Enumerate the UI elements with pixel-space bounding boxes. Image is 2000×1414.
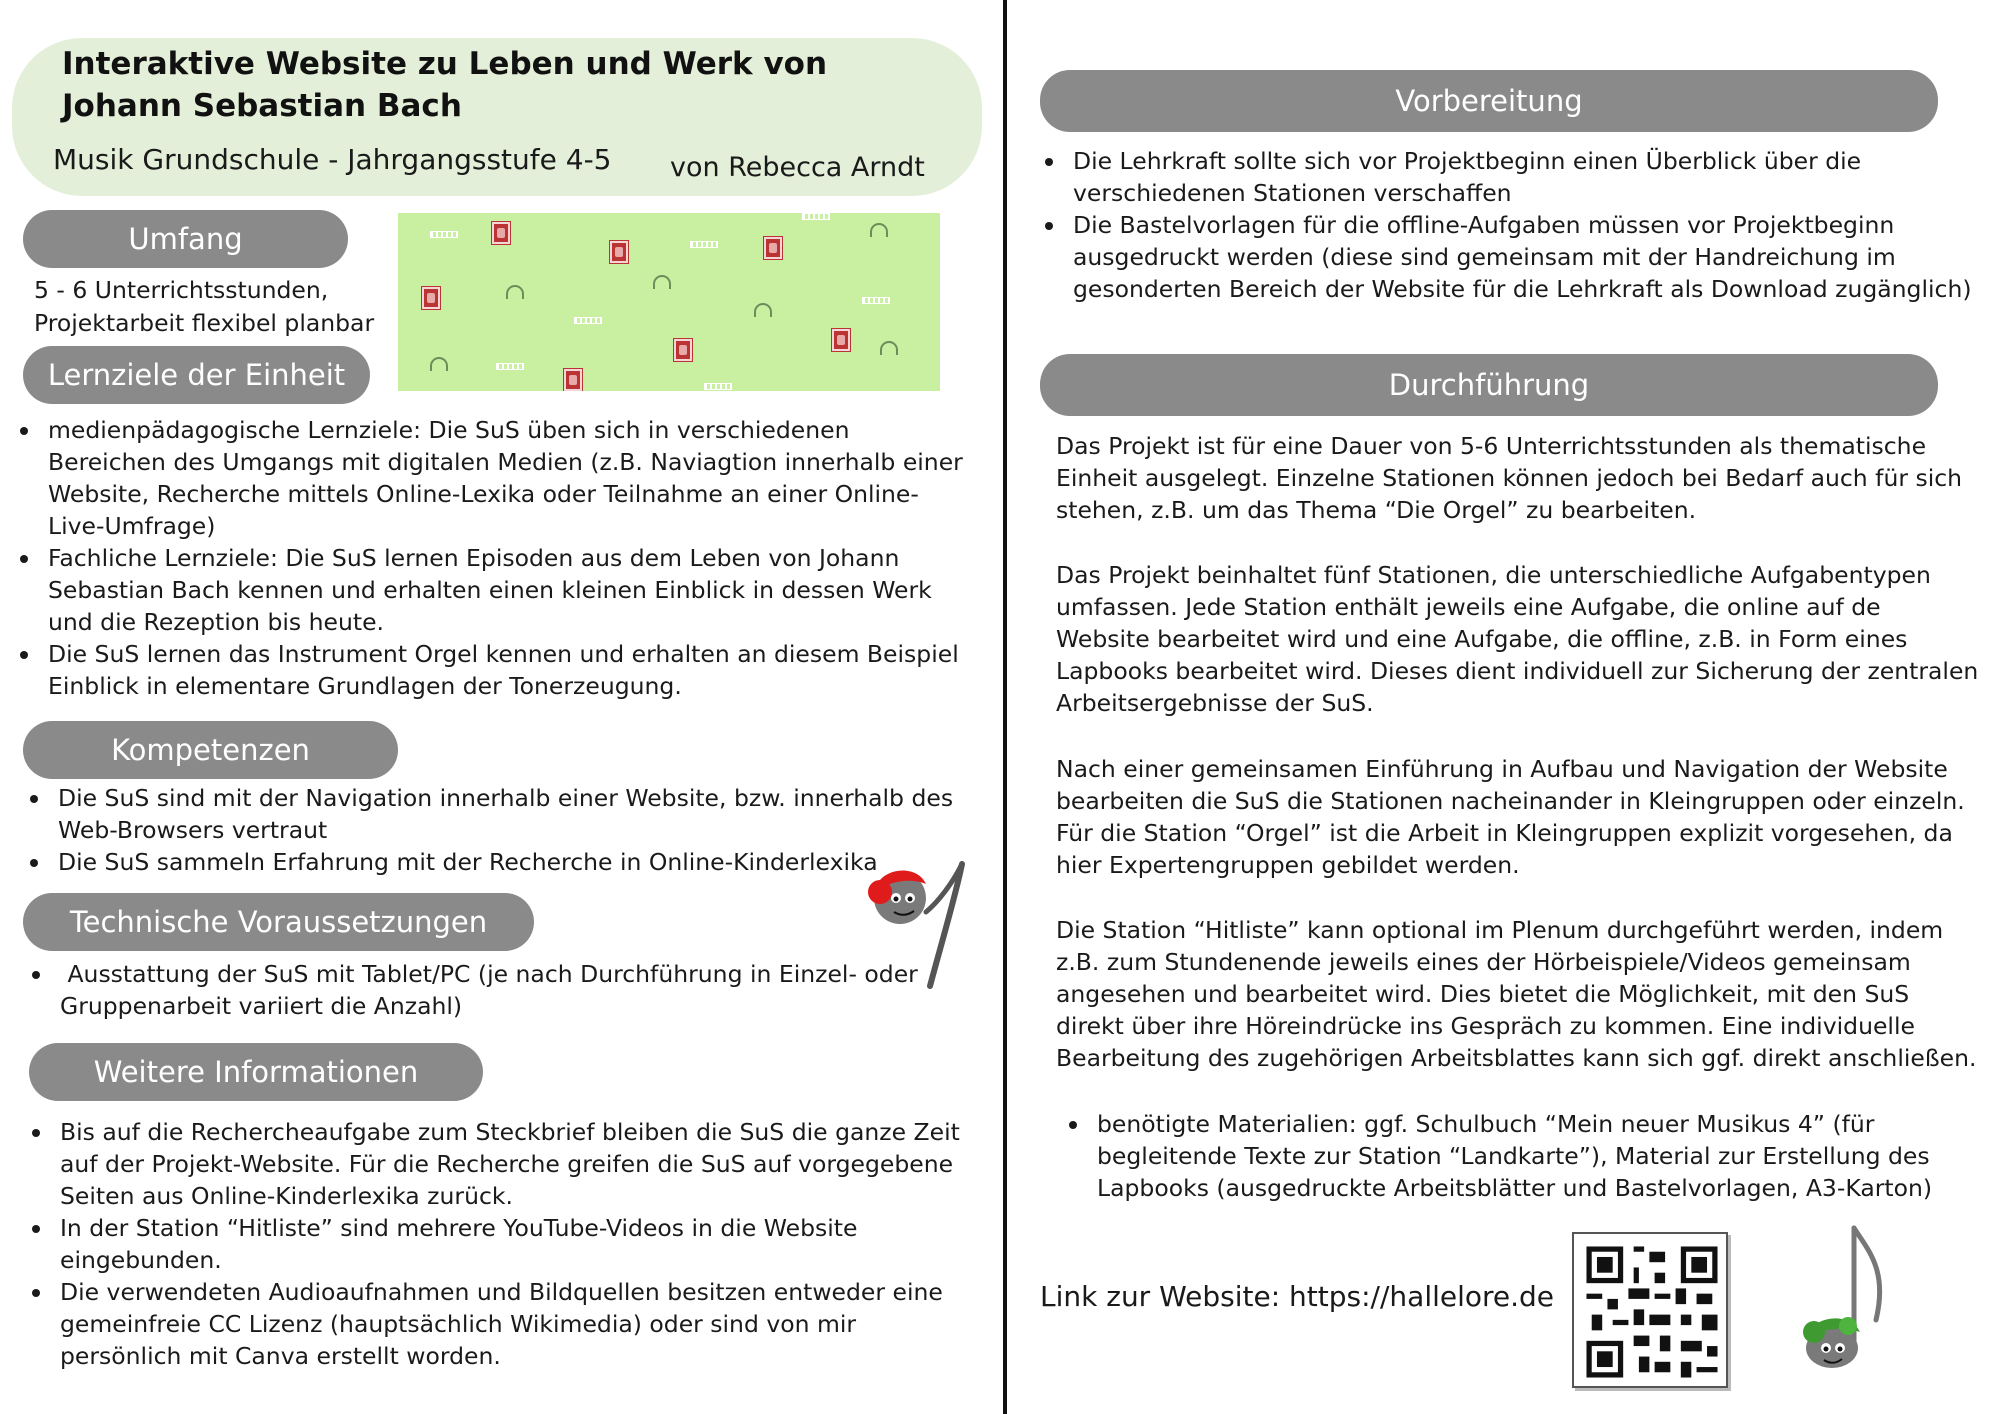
page-title-line1: Interaktive Website zu Leben und Werk von	[62, 46, 828, 82]
headphones-icon	[506, 285, 524, 299]
list-item: benötigte Materialien: ggf. Schulbuch “Mein neuer Musikus 4” (für begleitende Texte zur Station “Landkarte”), Material zur Erstellung des Lapbooks (ausgedruckte Arbeitsblätter und Bastelvorlagen, A3-Karton)	[1097, 1110, 1933, 1202]
list-item: Ausstattung der SuS mit Tablet/PC (je nach Durchführung in Einzel- oder Gruppenarbeit variiert die Anzahl)	[60, 960, 918, 1020]
list-item: medienpädagogische Lernziele: Die SuS üben sich in verschiedenen Bereichen des Umgangs mit digitalen Medien (z.B. Naviagtion innerhalb einer Website, Recherche mittels Online-Lexika oder Teilnahme an einer Online- Live-Umfrage)	[48, 416, 963, 540]
list-item: In der Station “Hitliste” sind mehrere YouTube-Videos in die Website eingebunden.	[60, 1212, 960, 1276]
durchfuehrung-paragraph-4: Die Station “Hitliste” kann optional im Plenum durchgeführt werden, indem z.B. zum Stundenende jeweils eines der Hörbeispiele/Videos gemeinsam angesehen und bearbeitet wird. Dies bietet die Möglichkeit, mit den SuS direkt über ihre Höreindrücke ins Gespräch zu kommen. Eine individuelle Bearbeitung des zugehörigen Arbeitsblattes kann sich ggf. direkt anschließen.	[1056, 916, 1977, 1072]
materials-list	[1097, 1108, 1932, 1204]
website-link[interactable]: Link zur Website: https://hallelore.de	[1040, 1280, 1555, 1313]
umfang-line1: 5 - 6 Unterrichtsstunden,	[34, 276, 329, 304]
qr-code[interactable]	[1572, 1232, 1728, 1388]
technik-list	[60, 958, 918, 1022]
umfang-line2: Projektarbeit flexibel planbar	[34, 309, 375, 337]
vorbereitung-list	[1073, 145, 1972, 305]
technik-heading: Technische Voraussetzungen	[23, 893, 534, 951]
bach-portrait-icon	[610, 241, 628, 263]
durchfuehrung-paragraph-1: Das Projekt ist für eine Dauer von 5-6 Unterrichtsstunden als thematische Einheit ausgelegt. Einzelne Stationen können jedoch bei Bedarf auch für sich stehen, z.B. um das Thema “Die Orgel” zu bearbeiten.	[1056, 432, 1963, 524]
headphones-icon	[430, 357, 448, 371]
keyboard-icon	[496, 363, 524, 370]
bach-portrait-icon	[492, 222, 510, 244]
keyboard-icon	[862, 297, 890, 304]
list-item: Die SuS sind mit der Navigation innerhalb einer Website, bzw. innerhalb des Web-Browsers vertraut	[58, 784, 954, 844]
list-item: Die Bastelvorlagen für die offline-Aufgaben müssen vor Projektbeginn ausgedruckt werden (diese sind gemeinsam mit der Handreichung im gesonderten Bereich der Website für die Lehrkraft als Download zugänglich)	[1073, 211, 1972, 303]
durchfuehrung-paragraph-2: Das Projekt beinhaltet fünf Stationen, die unterschiedliche Aufgabentypen umfassen. Jede Station enthält jeweils eine Aufgabe, die online auf de Website bearbeitet wird und eine Aufgabe, die offline, z.B. in Form eines Lapbooks bearbeitet wird. Dieses dient individuell zur Sicherung der zentralen Arbeitsergebnisse der SuS.	[1056, 561, 1979, 717]
lernziele-list	[48, 414, 963, 702]
keyboard-icon	[704, 383, 732, 390]
keyboard-icon	[430, 231, 458, 238]
list-item: Fachliche Lernziele: Die SuS lernen Episoden aus dem Leben von Johann Sebastian Bach kennen und erhalten einen kleinen Einblick in dessen Werk und die Rezeption bis heute.	[48, 542, 963, 638]
keyboard-icon	[574, 317, 602, 324]
bach-portrait-icon	[832, 329, 850, 351]
author: von Rebecca Arndt	[670, 152, 925, 183]
bach-portrait-icon	[674, 339, 692, 361]
headphones-icon	[653, 275, 671, 289]
umfang-heading: Umfang	[23, 210, 348, 268]
durchfuehrung-paragraph-3: Nach einer gemeinsamen Einführung in Aufbau und Navigation der Website bearbeiten die SuS die Stationen nacheinander in Kleingruppen oder einzeln. Für die Station “Orgel” ist die Arbeit in Kleingruppen explizit vorgesehen, da hier Expertengruppen gebildet werden.	[1056, 755, 1965, 879]
list-item: Die SuS lernen das Instrument Orgel kennen und erhalten an diesem Beispiel Einblick in elementare Grundlagen der Tonerzeugung.	[48, 638, 963, 702]
kompetenzen-heading: Kompetenzen	[23, 721, 398, 779]
note-mascot-green-icon	[1788, 1220, 1898, 1390]
durchfuehrung-heading: Durchführung	[1040, 354, 1938, 416]
column-divider	[1003, 0, 1007, 1414]
bach-portrait-icon	[564, 369, 582, 391]
keyboard-icon	[802, 213, 830, 220]
bach-portrait-icon	[422, 287, 440, 309]
vorbereitung-heading: Vorbereitung	[1040, 70, 1938, 132]
page-title-line2: Johann Sebastian Bach	[62, 88, 462, 124]
qr-code-icon	[1576, 1236, 1728, 1388]
list-item: Bis auf die Rechercheaufgabe zum Steckbrief bleiben die SuS die ganze Zeit auf der Projekt-Website. Für die Recherche greifen die SuS auf vorgegebene Seiten aus Online-Kinderlexika zurück.	[60, 1118, 960, 1210]
headphones-icon	[754, 303, 772, 317]
headphones-icon	[880, 341, 898, 355]
weitere-list	[60, 1116, 960, 1372]
kompetenzen-list	[58, 782, 953, 878]
subtitle: Musik Grundschule - Jahrgangsstufe 4-5	[53, 143, 612, 176]
weitere-heading: Weitere Informationen	[29, 1043, 483, 1101]
headphones-icon	[870, 223, 888, 237]
lernziele-heading: Lernziele der Einheit	[23, 346, 370, 404]
list-item: Die SuS sammeln Erfahrung mit der Recherche in Online-Kinderlexika	[58, 846, 953, 878]
keyboard-icon	[690, 241, 718, 248]
bach-portrait-icon	[764, 237, 782, 259]
decorative-banner	[398, 213, 940, 391]
list-item: Die verwendeten Audioaufnahmen und Bildquellen besitzen entweder eine gemeinfreie CC Lizenz (hauptsächlich Wikimedia) oder sind von mir persönlich mit Canva erstellt worden.	[60, 1276, 960, 1372]
list-item: Die Lehrkraft sollte sich vor Projektbeginn einen Überblick über die verschiedenen Stationen verschaffen	[1073, 145, 1972, 209]
